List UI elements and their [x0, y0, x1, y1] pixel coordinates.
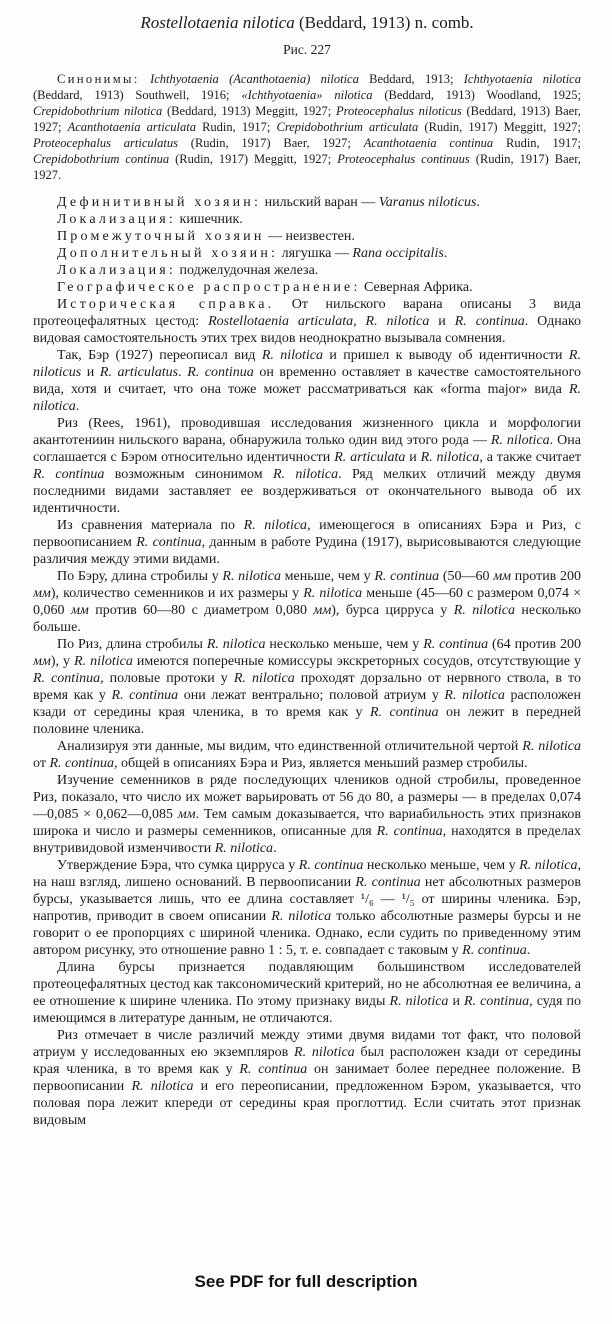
- paragraph-cirrus-sac: Утверждение Бэра, что сумка цирруса у R. continua несколько меньше, чем у R. nilotica, на наш взгляд, лишено оснований. В первоописании R. continua нет абсолютных размеров бурсы, указывается лишь, что ее длина составляет ¹/₆ — ¹/₅ от ширины членика. Бэр, напротив, приводит в своем описании R. nilotica только абсолютные размеры бурсы и не говорит о ее пропорциях с шириной членика. Однако, если судить по приведенному этим автором рисунку, это отношение равно 1 : 5, т. е. совпадает с таковым у R. continua.: [33, 858, 581, 958]
- species-title: Rostellotaenia nilotica (Beddard, 1913) n. comb.: [140, 13, 474, 32]
- paragraph-analysis: Анализируя эти данные, мы видим, что единственной отличительной чертой R. nilotica от R. continua, общей в описаниях Бэра и Риз, является меньший размер стробилы.: [33, 739, 581, 771]
- paragraph-baer-1927: Так, Бэр (1927) переописал вид R. nilotica и пришел к выводу об идентичности R. niloticus и R. articulatus. R. continua он временно оставляет в качестве самостоятельного вида, хотя и считает, что она тоже может рассматриваться как «forma major» вида R. nilotica.: [33, 348, 581, 414]
- pdf-note: See PDF for full description: [194, 1272, 418, 1291]
- geographic-distribution-line: Географическое распространение: Северная Африка.: [57, 280, 473, 295]
- page-content: [33, 8, 581, 1266]
- localization-line: Локализация: кишечник.: [57, 212, 243, 227]
- localization-line-2: Локализация: поджелудочная железа.: [57, 263, 319, 278]
- paragraph-historical-intro: Историческая справка. От нильского варана описаны 3 вида протеоцефалятных цестод: Rostellotaenia articulata, R. nilotica и R. continua. Однако видовая самостоятельность этих трех видов неоднократно вызывала сомнения.: [33, 297, 581, 346]
- additional-host-line: Дополнительный хозяин: лягушка — Rana occipitalis.: [57, 246, 448, 261]
- paragraph-genital-atrium: Риз отмечает в числе различий между этими двумя видами тот факт, что половой атриум у исследованных ею экземпляров R. nilotica был расположен кзади от середины края членика, в то время как у R. continua он занимает более переднее положение. В первоописании R. nilotica и его переописании, предложенном Бэром, указывается, что половая пора лежит кпереди от середины края проглоттид. Если считать этот признак видовым: [33, 1028, 581, 1128]
- intermediate-host-line: Промежуточный хозяин — неизвестен.: [57, 229, 355, 244]
- figure-reference: Рис. 227: [283, 42, 331, 57]
- paragraph-rees-differences: По Риз, длина стробилы R. nilotica несколько меньше, чем у R. continua (64 против 200 мм), у R. nilotica имеются поперечные комиссуры экскреторных сосудов, отсутствующие у R. continua, половые протоки у R. nilotica проходят дорзально от нервного ствола, в то время как у R. continua они лежат вентрально; половой атриум у R. nilotica расположен кзади от середины края членика, в то время как у R. continua он лежит в передней половине членика.: [33, 637, 581, 737]
- historical-note-section: [33, 296, 581, 1129]
- definitive-host-line: Дефинитивный хозяин: нильский варан — Varanus niloticus.: [57, 195, 480, 210]
- paragraph-baer-differences: По Бэру, длина стробилы у R. nilotica меньше, чем у R. continua (50—60 мм против 200 мм), количество семенников и их размеры у R. nilotica меньше (45—60 с размером 0,074 × 0,060 мм против 60—80 с диаметром 0,080 мм), бурса цирруса у R. nilotica несколько больше.: [33, 569, 581, 635]
- paragraph-rees-1961: Риз (Rees, 1961), проводившая исследования жизненного цикла и морфологии акантотениин нильского варана, обнаружила только один вид этого рода — R. nilotica. Она соглашается с Бэром относительно идентичности R. articulata и R. nilotica, а также считает R. continua возможным синонимом R. nilotica. Ряд мелких отличий между двумя последними видами заставляет ее воздерживаться от окончательного вывода об их идентичности.: [33, 416, 581, 516]
- synonyms-paragraph: Синонимы: Ichthyotaenia (Acanthotaenia) nilotica Beddard, 1913; Ichthyotaenia nilotica (Beddard, 1913) Southwell, 1916; «Ichthyotaenia» nilotica (Beddard, 1913) Woodland, 1925; Crepidobothrium nilotica (Beddard, 1913) Meggitt, 1927; Proteocephalus niloticus (Beddard, 1913) Baer, 1927; Acanthotaenia articulata Rudin, 1917; Crepidobothrium articulata (Rudin, 1917) Meggitt, 1927; Proteocephalus articulatus (Rudin, 1917) Baer, 1927; Acanthotaenia continua Rudin, 1917; Crepidobothrium continua (Rudin, 1917) Meggitt, 1927; Proteocephalus continuus (Rudin, 1917) Baer, 1927.: [33, 72, 581, 182]
- paragraph-comparison-intro: Из сравнения материала по R. nilotica, имеющегося в описаниях Бэра и Риз, с первоописанием R. continua, данным в работе Рудина (1917), вырисовываются следующие различия между этими видами.: [33, 518, 581, 567]
- host-info-section: [33, 194, 581, 296]
- paragraph-testes-study: Изучение семенников в ряде последующих члеников одной стробилы, проведенное Риз, показало, что число их может варьировать от 56 до 80, а размеры — в пределах 0,074—0,085 × 0,062—0,085 мм. Тем самым доказывается, что вариабильность этих признаков широка и число и размеры семенников, описанные для R. continua, находятся в пределах внутривидовой изменчивости R. nilotica.: [33, 773, 581, 856]
- paragraph-bursa-length: Длина бурсы признается подавляющим большинством исследователей протеоцефалятных цестод как таксономический критерий, но не абсолютная ее величина, а ее отношение к ширине членика. По этому признаку виды R. nilotica и R. continua, судя по имеющимся в литературе данным, не отличаются.: [33, 960, 581, 1026]
